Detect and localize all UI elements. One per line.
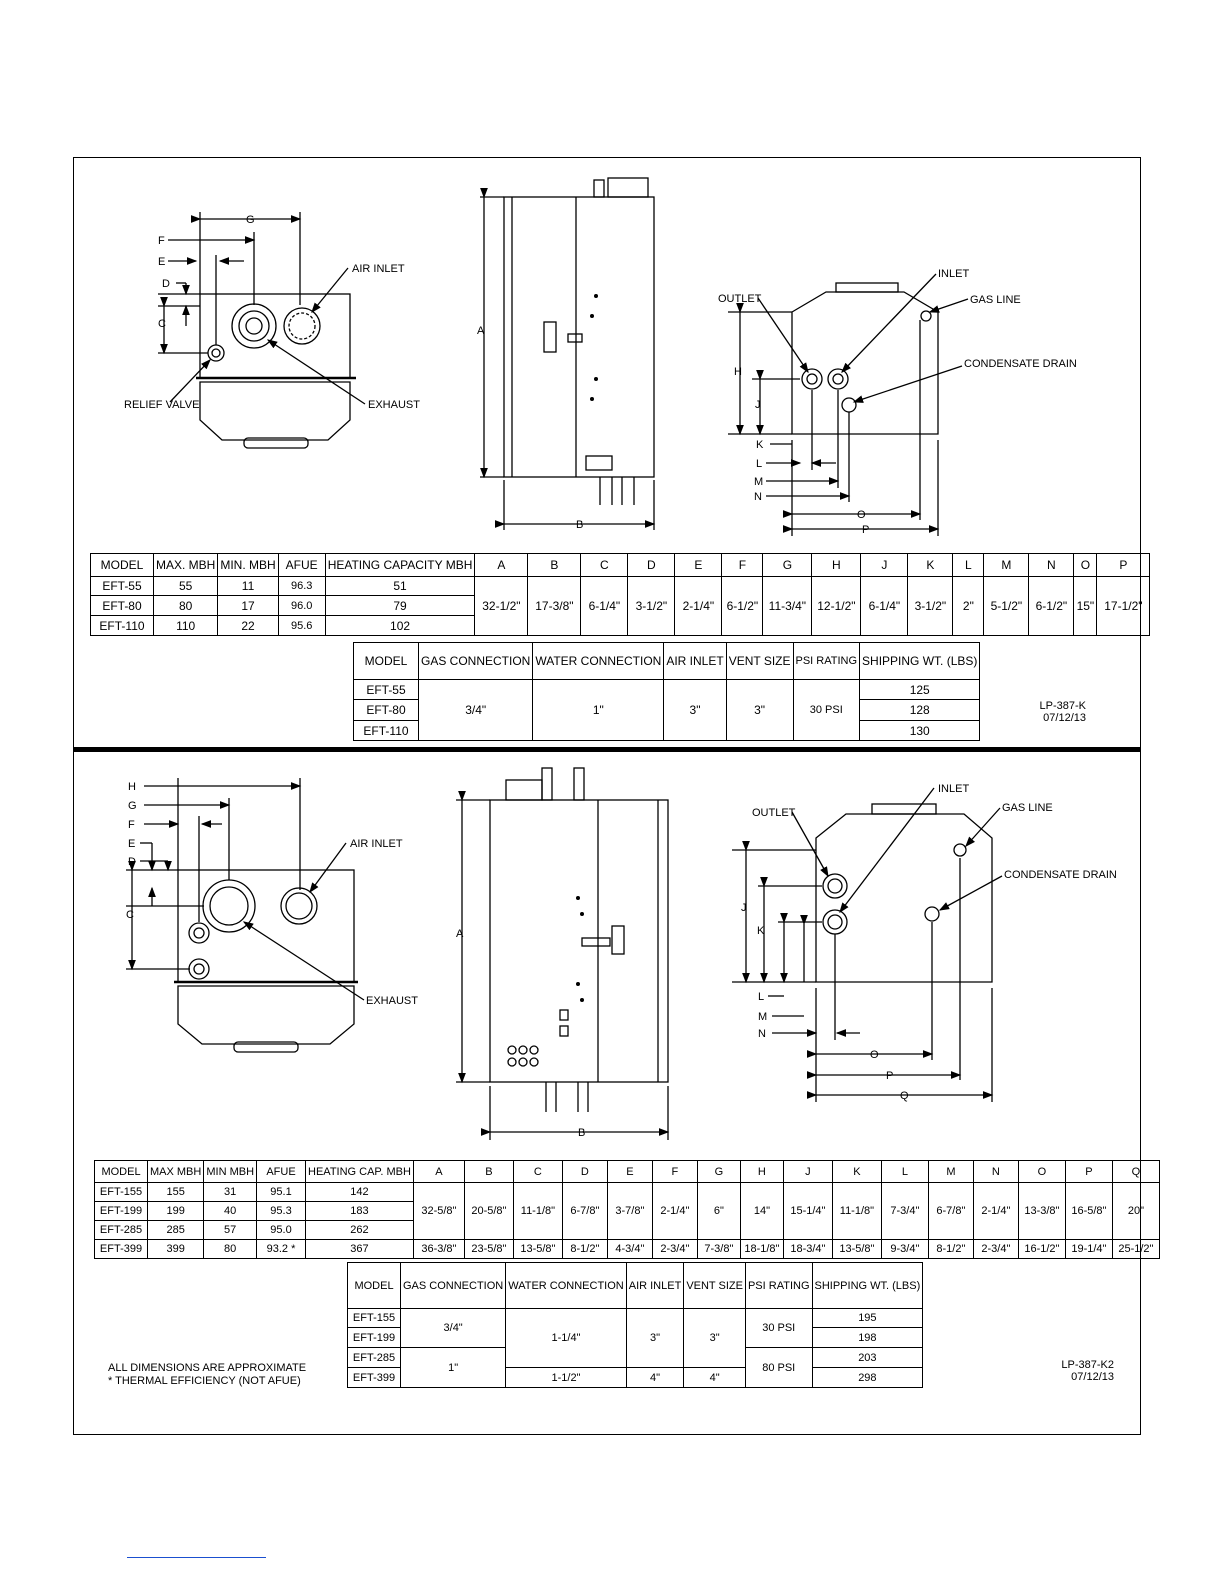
col-header: B (464, 1161, 513, 1183)
cell-model: EFT-199 (95, 1202, 148, 1221)
cell-dim: 32-5/8" (413, 1183, 464, 1240)
cell-model: EFT-155 (348, 1309, 401, 1328)
cell-dim: 15-1/4" (783, 1183, 832, 1240)
cell-weight: 125 (860, 680, 980, 700)
top-dim-d: D (162, 278, 170, 290)
bottom-callout-outlet: OUTLET (752, 807, 796, 819)
col-header: MIN MBH (204, 1161, 257, 1183)
cell-dim: 6-1/4" (581, 577, 628, 636)
cell-water: 1-1/2" (506, 1368, 627, 1388)
cell-air: 4" (626, 1368, 684, 1388)
col-header: PSI RATING (745, 1263, 812, 1309)
col-header: A (413, 1161, 464, 1183)
cell-model: EFT-285 (95, 1221, 148, 1240)
cell-vent: 3" (726, 680, 793, 741)
footnotes (108, 1362, 306, 1388)
cell-max: 399 (148, 1240, 204, 1259)
bottom-top-view (126, 778, 364, 1052)
bottom-callout-exhaust: EXHAUST (366, 995, 418, 1007)
bottom-dim-o: O (870, 1049, 879, 1061)
cell-min: 22 (218, 616, 278, 636)
bottom-dim-q: Q (900, 1090, 909, 1102)
cell-max: 199 (148, 1202, 204, 1221)
cell-dim: 7-3/4" (881, 1183, 928, 1240)
top-dim-j: J (755, 399, 761, 411)
cell-afue: 95.1 (257, 1183, 306, 1202)
cell-weight: 195 (812, 1309, 923, 1328)
cell-model: EFT-80 (354, 700, 419, 721)
bottom-connections-table (347, 1262, 923, 1388)
col-header: K (908, 554, 953, 577)
cell-psi: 80 PSI (745, 1348, 812, 1388)
top-dim-k: K (756, 439, 764, 451)
col-header: O (1074, 554, 1097, 577)
cell-dim: 32-1/2" (475, 577, 528, 636)
col-header: G (763, 554, 812, 577)
table-row (95, 1183, 1160, 1202)
cell-dim: 13-5/8" (513, 1240, 562, 1259)
col-header: B (528, 554, 581, 577)
cell-cap: 183 (306, 1202, 414, 1221)
cell-dim: 20-5/8" (464, 1183, 513, 1240)
cell-weight: 203 (812, 1348, 923, 1368)
col-header: MODEL (348, 1263, 401, 1309)
cell-min: 11 (218, 577, 278, 596)
cell-dim: 4-3/4" (607, 1240, 652, 1259)
cell-dim: 3-7/8" (607, 1183, 652, 1240)
bottom-callout-air-inlet: AIR INLET (350, 838, 403, 850)
col-header: M (928, 1161, 973, 1183)
col-header: AFUE (257, 1161, 306, 1183)
col-header: Q (1112, 1161, 1159, 1183)
col-header: PSI RATING (793, 643, 860, 680)
top-dim-m: M (754, 476, 764, 488)
cell-afue: 95.0 (257, 1221, 306, 1240)
cell-afue: 95.3 (257, 1202, 306, 1221)
cell-cap: 367 (306, 1240, 414, 1259)
col-header: J (783, 1161, 832, 1183)
cell-dim: 8-1/2" (928, 1240, 973, 1259)
cell-max: 285 (148, 1221, 204, 1240)
bottom-dim-m: M (758, 1011, 768, 1023)
col-header: AIR INLET (626, 1263, 684, 1309)
col-header: N (1029, 554, 1074, 577)
col-header: C (581, 554, 628, 577)
top-callout-inlet: INLET (938, 268, 970, 280)
top-callout-condensate-drain: CONDENSATE DRAIN (964, 358, 1077, 370)
bottom-dim-j: J (741, 902, 747, 914)
bottom-dim-k: K (757, 925, 765, 937)
col-header: GAS CONNECTION (419, 643, 533, 680)
bottom-drawing-ref (1030, 1359, 1114, 1383)
top-front-view (728, 274, 968, 536)
cell-dim: 17-3/8" (528, 577, 581, 636)
top-dim-p: P (862, 524, 870, 536)
drawing-code: LP-387-K2 (1061, 1359, 1114, 1371)
drawing-code: LP-387-K (1039, 700, 1086, 712)
cell-dim: 11-1/8" (832, 1183, 881, 1240)
cell-air: 3" (626, 1309, 684, 1368)
footer-link-underline (127, 1557, 266, 1558)
cell-dim: 15" (1074, 577, 1097, 636)
bottom-dim-d: D (128, 856, 136, 868)
bottom-callout-condensate-drain: CONDENSATE DRAIN (1004, 869, 1117, 881)
top-dim-n: N (754, 491, 762, 503)
bottom-dim-f: F (128, 819, 135, 831)
note-approximate: ALL DIMENSIONS ARE APPROXIMATE (108, 1362, 307, 1374)
col-header: F (722, 554, 763, 577)
table-row (354, 680, 980, 700)
bottom-front-view (732, 788, 1002, 1102)
cell-psi: 30 PSI (745, 1309, 812, 1348)
cell-dim: 17-1/2" (1097, 577, 1150, 636)
drawing-date: 07/12/13 (1043, 712, 1086, 724)
cell-model: EFT-110 (354, 721, 419, 741)
bottom-dimensions-table (94, 1160, 1160, 1259)
bottom-callout-gas-line: GAS LINE (1002, 802, 1053, 814)
top-dim-e: E (158, 256, 166, 268)
col-header: AIR INLET (664, 643, 726, 680)
cell-dim: 2-1/4" (675, 577, 722, 636)
col-header: HEATING CAPACITY MBH (325, 554, 475, 577)
top-drawing-ref (1010, 700, 1086, 724)
col-header: SHIPPING WT. (LBS) (812, 1263, 923, 1309)
col-header: O (1018, 1161, 1065, 1183)
cell-cap: 51 (325, 577, 475, 596)
cell-afue: 96.3 (278, 577, 325, 596)
cell-dim: 11-3/4" (763, 577, 812, 636)
top-top-view (158, 212, 365, 448)
col-header: E (675, 554, 722, 577)
col-header: J (861, 554, 908, 577)
bottom-dim-l: L (758, 991, 765, 1003)
col-header: M (984, 554, 1029, 577)
cell-psi: 30 PSI (793, 680, 860, 741)
cell-dim: 19-1/4" (1065, 1240, 1112, 1259)
cell-dim: 23-5/8" (464, 1240, 513, 1259)
cell-air: 3" (664, 680, 726, 741)
top-callout-outlet: OUTLET (718, 293, 762, 305)
cell-min: 17 (218, 596, 278, 616)
col-header: MAX. MBH (154, 554, 218, 577)
cell-dim: 2-1/4" (973, 1183, 1018, 1240)
cell-cap: 102 (325, 616, 475, 636)
col-header: P (1065, 1161, 1112, 1183)
bottom-side-view (456, 768, 668, 1140)
cell-model: EFT-55 (91, 577, 154, 596)
cell-max: 110 (154, 616, 218, 636)
cell-afue: 95.6 (278, 616, 325, 636)
cell-dim: 13-5/8" (832, 1240, 881, 1259)
cell-dim: 6-1/2" (722, 577, 763, 636)
bottom-dim-e: E (128, 838, 136, 850)
cell-dim: 13-3/8" (1018, 1183, 1065, 1240)
cell-dim: 25-1/2" (1112, 1240, 1159, 1259)
cell-vent: 3" (684, 1309, 746, 1368)
top-dim-o: O (857, 509, 866, 521)
cell-min: 57 (204, 1221, 257, 1240)
col-header: MAX MBH (148, 1161, 204, 1183)
cell-model: EFT-80 (91, 596, 154, 616)
cell-afue: 96.0 (278, 596, 325, 616)
table-row (95, 1240, 1160, 1259)
col-header: VENT SIZE (726, 643, 793, 680)
cell-dim: 16-1/2" (1018, 1240, 1065, 1259)
cell-model: EFT-399 (95, 1240, 148, 1259)
cell-model: EFT-110 (91, 616, 154, 636)
cell-model: EFT-199 (348, 1328, 401, 1348)
top-dim-g: G (246, 214, 255, 226)
col-header: GAS CONNECTION (401, 1263, 506, 1309)
top-dim-f: F (158, 235, 165, 247)
cell-max: 80 (154, 596, 218, 616)
col-header: HEATING CAP. MBH (306, 1161, 414, 1183)
col-header: L (881, 1161, 928, 1183)
col-header: MODEL (354, 643, 419, 680)
cell-dim: 16-5/8" (1065, 1183, 1112, 1240)
cell-max: 155 (148, 1183, 204, 1202)
cell-model: EFT-155 (95, 1183, 148, 1202)
cell-model: EFT-55 (354, 680, 419, 700)
bottom-dim-a: A (456, 928, 464, 940)
bottom-dim-h: H (128, 781, 136, 793)
col-header: C (513, 1161, 562, 1183)
cell-dim: 9-3/4" (881, 1240, 928, 1259)
cell-vent: 4" (684, 1368, 746, 1388)
top-dim-h: H (734, 366, 742, 378)
cell-afue: 93.2 * (257, 1240, 306, 1259)
bottom-dim-g: G (128, 800, 137, 812)
cell-dim: 18-3/4" (783, 1240, 832, 1259)
col-header: D (562, 1161, 607, 1183)
bottom-dim-b: B (578, 1127, 586, 1139)
col-header: MODEL (91, 554, 154, 577)
col-header: A (475, 554, 528, 577)
top-connections-table (353, 642, 980, 741)
cell-dim: 7-3/8" (697, 1240, 740, 1259)
cell-dim: 6-7/8" (562, 1183, 607, 1240)
cell-model: EFT-399 (348, 1368, 401, 1388)
top-callout-exhaust: EXHAUST (368, 399, 420, 411)
cell-dim: 6-1/2" (1029, 577, 1074, 636)
top-dim-l: L (756, 458, 763, 470)
top-callout-relief-valve: RELIEF VALVE (124, 399, 200, 411)
cell-max: 55 (154, 577, 218, 596)
cell-dim: 36-3/8" (413, 1240, 464, 1259)
cell-dim: 6" (697, 1183, 740, 1240)
col-header: VENT SIZE (684, 1263, 746, 1309)
cell-water: 1-1/4" (506, 1309, 627, 1368)
table-row (91, 577, 1150, 596)
cell-cap: 262 (306, 1221, 414, 1240)
col-header: AFUE (278, 554, 325, 577)
col-header: SHIPPING WT. (LBS) (860, 643, 980, 680)
cell-dim: 2-1/4" (652, 1183, 697, 1240)
cell-dim: 2" (953, 577, 984, 636)
col-header: K (832, 1161, 881, 1183)
cell-weight: 130 (860, 721, 980, 741)
col-header: N (973, 1161, 1018, 1183)
col-header: F (652, 1161, 697, 1183)
top-dimensions-table (90, 553, 1150, 636)
top-dim-c: C (158, 318, 166, 330)
bottom-callout-inlet: INLET (938, 783, 970, 795)
col-header: MODEL (95, 1161, 148, 1183)
cell-gas: 3/4" (401, 1309, 506, 1348)
cell-water: 1" (533, 680, 664, 741)
col-header: P (1097, 554, 1150, 577)
cell-dim: 2-3/4" (973, 1240, 1018, 1259)
cell-weight: 128 (860, 700, 980, 721)
cell-dim: 12-1/2" (812, 577, 861, 636)
note-thermal-efficiency: * THERMAL EFFICIENCY (NOT AFUE) (108, 1375, 301, 1387)
top-dim-b: B (576, 519, 584, 531)
bottom-dim-p: P (886, 1070, 894, 1082)
table-row (348, 1309, 923, 1328)
cell-dim: 5-1/2" (984, 577, 1029, 636)
drawing-date: 07/12/13 (1071, 1371, 1114, 1383)
cell-min: 31 (204, 1183, 257, 1202)
bottom-dim-n: N (758, 1028, 766, 1040)
cell-min: 40 (204, 1202, 257, 1221)
cell-dim: 20" (1112, 1183, 1159, 1240)
top-callout-gas-line: GAS LINE (970, 294, 1021, 306)
cell-weight: 198 (812, 1328, 923, 1348)
col-header: E (607, 1161, 652, 1183)
cell-dim: 3-1/2" (628, 577, 675, 636)
col-header: WATER CONNECTION (506, 1263, 627, 1309)
top-side-view (480, 178, 654, 530)
top-dim-a: A (477, 325, 485, 337)
col-header: G (697, 1161, 740, 1183)
col-header: H (812, 554, 861, 577)
cell-dim: 6-1/4" (861, 577, 908, 636)
cell-model: EFT-285 (348, 1348, 401, 1368)
top-callout-air-inlet: AIR INLET (352, 263, 405, 275)
cell-dim: 3-1/2" (908, 577, 953, 636)
cell-cap: 142 (306, 1183, 414, 1202)
col-header: D (628, 554, 675, 577)
cell-weight: 298 (812, 1368, 923, 1388)
cell-dim: 11-1/8" (513, 1183, 562, 1240)
cell-dim: 2-3/4" (652, 1240, 697, 1259)
col-header: WATER CONNECTION (533, 643, 664, 680)
cell-dim: 14" (740, 1183, 783, 1240)
cell-min: 80 (204, 1240, 257, 1259)
cell-gas: 3/4" (419, 680, 533, 741)
col-header: L (953, 554, 984, 577)
cell-dim: 6-7/8" (928, 1183, 973, 1240)
cell-gas: 1" (401, 1348, 506, 1388)
cell-dim: 18-1/8" (740, 1240, 783, 1259)
col-header: H (740, 1161, 783, 1183)
cell-dim: 8-1/2" (562, 1240, 607, 1259)
cell-cap: 79 (325, 596, 475, 616)
bottom-dim-c: C (126, 909, 134, 921)
col-header: MIN. MBH (218, 554, 278, 577)
